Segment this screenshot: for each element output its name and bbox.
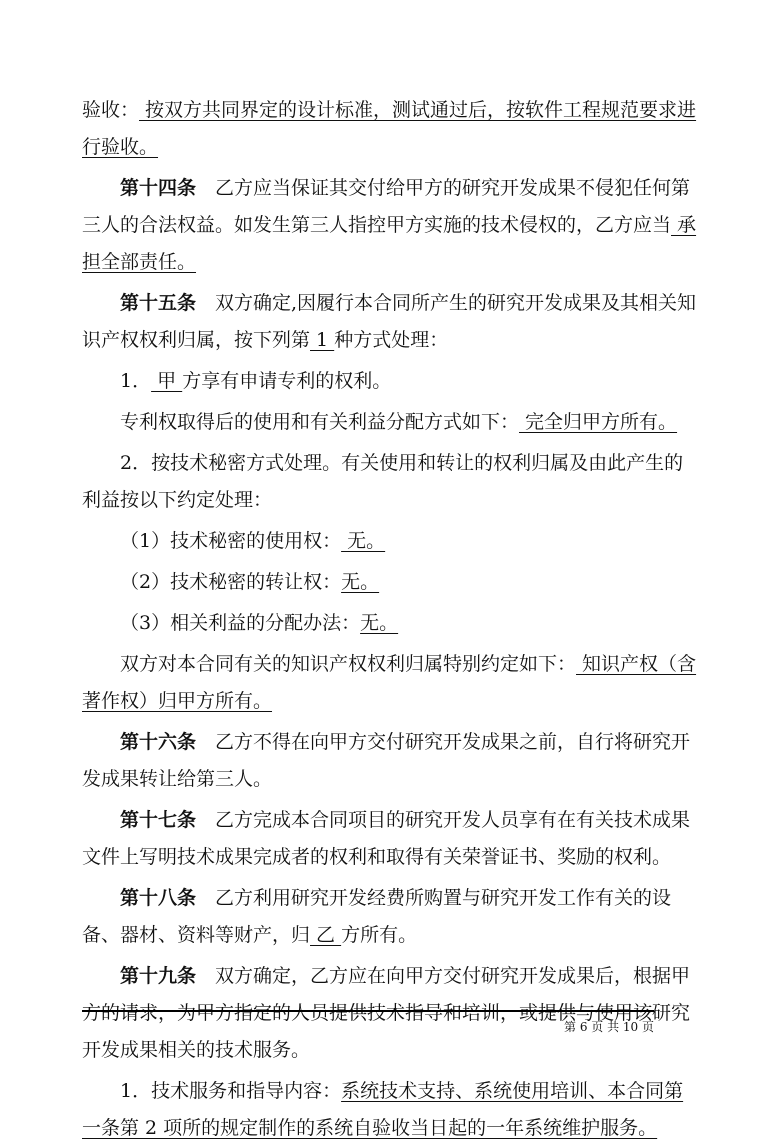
footer-divider: [82, 1010, 654, 1012]
article-14: [82, 170, 700, 281]
article-15-text: 双方确定,因履行本合同所产生的研究开发成果及其相关知识产权权利归属，按下列第: [82, 292, 697, 351]
article-18-text: 乙方利用研究开发经费所购置与研究开发工作有关的设备、器材、资料等财产，归: [82, 887, 672, 946]
item-2: [82, 445, 700, 519]
article-18-party: 乙: [310, 924, 342, 946]
article-15-title: 第十五条: [120, 292, 197, 314]
article-18-tail: 方所有。: [341, 924, 418, 946]
page-number: [82, 1018, 654, 1035]
article-17: [82, 802, 700, 876]
article-16-text: 乙方不得在向甲方交付研究开发成果之前，自行将研究开发成果转让给第三人。: [82, 731, 691, 790]
item-1-party: 甲: [151, 370, 183, 392]
secret-use-value: 无。: [341, 530, 386, 552]
patent-paragraph: [82, 404, 700, 441]
article-14-underlined: 承担全部责任。: [82, 214, 697, 273]
article-18-title: 第十八条: [120, 887, 197, 909]
patent-underlined: 完全归甲方所有。: [519, 411, 678, 433]
article-16-title: 第十六条: [120, 731, 197, 753]
item-1-tail: 方享有申请专利的权利。: [182, 370, 392, 392]
tech-service: [82, 1073, 700, 1147]
article-19: [82, 958, 700, 1069]
ip-agreement-text: 双方对本合同有关的知识产权权利归属特别约定如下：: [120, 653, 577, 675]
article-15-option: 1: [310, 329, 335, 351]
article-15-tail: 种方式处理：: [334, 329, 449, 351]
page-number-label: 第 6 页 共 10 页: [564, 1020, 654, 1034]
acceptance-label: 验收：: [82, 99, 140, 121]
article-16: [82, 724, 700, 798]
secret-transfer-text: （2）技术秘密的转让权：: [120, 571, 342, 593]
article-15: [82, 285, 700, 359]
ip-agreement: [82, 646, 700, 720]
article-17-text: 乙方完成本合同项目的研究开发人员享有在有关技术成果文件上写明技术成果完成者的权利和取得有关荣誉证书、奖励的权利。: [82, 809, 691, 868]
item-2-text: 2．按技术秘密方式处理。有关使用和转让的权利归属及由此产生的利益按以下约定处理：: [82, 452, 684, 511]
article-14-text: 乙方应当保证其交付给甲方的研究开发成果不侵犯任何第三人的合法权益。如发生第三人指控甲方实施的技术侵权的，乙方应当: [82, 177, 691, 236]
item-1: [82, 363, 700, 400]
secret-transfer-value: 无。: [341, 571, 380, 593]
article-18: [82, 880, 700, 954]
secret-transfer: [82, 564, 700, 601]
benefit-distribution-value: 无。: [360, 612, 399, 634]
patent-text: 专利权取得后的使用和有关利益分配方式如下：: [120, 411, 520, 433]
article-14-title: 第十四条: [120, 177, 197, 199]
tech-service-prefix: 1．技术服务和指导内容：: [120, 1080, 342, 1102]
ip-agreement-value: 知识产权（含著作权）归甲方所有。: [82, 653, 697, 712]
benefit-distribution: [82, 605, 700, 642]
document-body: [82, 92, 700, 1147]
article-19-text: 双方确定，乙方应在向甲方交付研究开发成果后，根据甲方的请求，为甲方指定的人员提供技术指导和培训，或提供与使用该研究开发成果相关的技术服务。: [82, 965, 691, 1061]
acceptance-paragraph: [82, 92, 700, 166]
article-17-title: 第十七条: [120, 809, 197, 831]
acceptance-text: 按双方共同界定的设计标准，测试通过后，按软件工程规范要求进行验收。: [82, 99, 697, 158]
item-1-prefix: 1．: [120, 370, 152, 392]
article-19-title: 第十九条: [120, 965, 197, 987]
tech-service-content: 系统技术支持、系统使用培训、本合同第一条第 2 项所的规定制作的系统自验收当日起的一年系统维护服务。: [82, 1080, 684, 1139]
secret-use-text: （1）技术秘密的使用权：: [120, 530, 342, 552]
benefit-distribution-text: （3）相关利益的分配办法：: [120, 612, 361, 634]
secret-use: [82, 523, 700, 560]
